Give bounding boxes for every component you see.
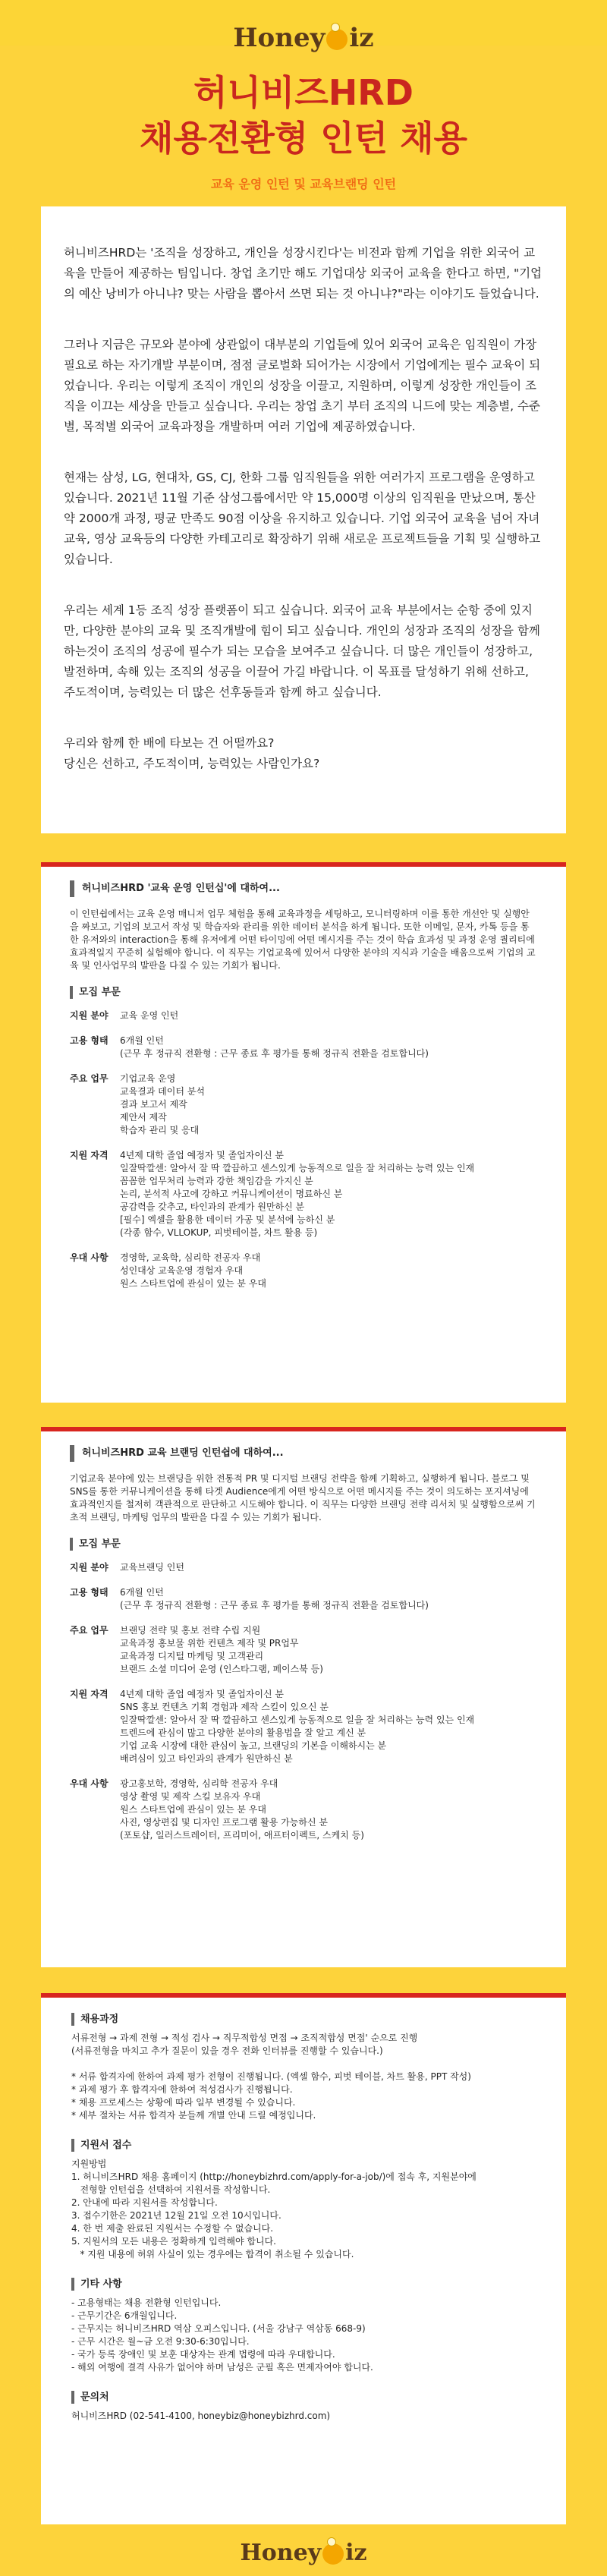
etc-line: - 근무 시간은 월~금 오전 9:30-6:30입니다. xyxy=(71,2336,250,2347)
recruit-row-line: 결과 보고서 제작 xyxy=(120,1099,187,1110)
bee-icon xyxy=(322,2543,344,2565)
recruit-row-line: (근무 후 정규직 전환형 : 근무 종료 후 평가를 통해 정규직 전환을 검토합니다) xyxy=(120,1048,429,1059)
recruit-table xyxy=(70,1009,537,1290)
recruit-row-label: 주요 업무 xyxy=(70,1625,109,1636)
process-line: * 세부 절차는 서류 합격자 분들께 개별 안내 드릴 예정입니다. xyxy=(71,2110,316,2121)
process-line: 서류전형 → 과제 전형 → 적성 검사 → 직무적합성 면접 → 조직적합성 면접' 순으로 진행 xyxy=(71,2033,418,2043)
recruit-row xyxy=(70,1009,537,1022)
apply-line: 전형할 인턴쉽을 선택하여 지원서를 작성합니다. xyxy=(71,2184,271,2195)
etc-line: - 해외 여행에 결격 사유가 없어야 하며 남성은 군필 혹은 면제자여야 합니다. xyxy=(71,2362,373,2373)
recruit-row-line: 꼼꼼한 업무처리 능력과 강한 책임감을 가지신 분 xyxy=(120,1176,313,1186)
job-section-operations xyxy=(41,862,566,1403)
recruit-row-line: 배려심이 있고 타인과의 관계가 원만하신 분 xyxy=(120,1753,293,1764)
page-subtitle: 교육 운영 인턴 및 교육브랜딩 인턴 xyxy=(210,177,397,191)
section-heading: 허니비즈HRD '교육 운영 인턴십'에 대하여... xyxy=(70,880,537,897)
recruit-row-line: (포토샵, 일러스트레이터, 프리미어, 애프터이펙트, 스케치 등) xyxy=(120,1830,364,1841)
recruit-row-label: 지원 분야 xyxy=(70,1010,109,1021)
recruit-row xyxy=(70,1586,537,1612)
recruit-row-label: 고용 형태 xyxy=(70,1035,109,1046)
recruit-row xyxy=(70,1252,537,1290)
job-section-branding xyxy=(41,1427,566,1967)
apply-line: * 지원 내용에 허위 사실이 있는 경우에는 합격이 취소될 수 있습니다. xyxy=(71,2249,354,2260)
recruit-row xyxy=(70,1624,537,1676)
contact-block xyxy=(71,2391,536,2423)
etc-line: - 국가 등록 장애인 및 보훈 대상자는 관계 법령에 따라 우대합니다. xyxy=(71,2349,335,2360)
recruit-row xyxy=(70,1034,537,1060)
bee-icon xyxy=(326,29,348,50)
recruit-heading: 모집 부문 xyxy=(70,986,537,999)
recruit-row-line: [필수] 엑셀을 활용한 데이터 가공 및 분석에 능하신 분 xyxy=(120,1214,335,1225)
recruit-row-line: 성인대상 교육운영 경험자 우대 xyxy=(120,1265,244,1276)
recruit-row-label: 주요 업무 xyxy=(70,1073,109,1084)
recruit-row-line: 공감력을 갖추고, 타인과의 관계가 원만하신 분 xyxy=(120,1201,305,1212)
recruit-row-label: 고용 형태 xyxy=(70,1587,109,1598)
recruit-row-line: 원스 스타트업에 관심이 있는 분 우대 xyxy=(120,1278,266,1289)
recruit-row-line: 브랜드 소셜 미디어 운영 (인스타그램, 페이스북 등) xyxy=(120,1664,323,1674)
recruit-row-line: (근무 후 정규직 전환형 : 근무 종료 후 평가를 통해 정규직 전환을 검토합니다) xyxy=(120,1600,429,1611)
etc-heading: 기타 사항 xyxy=(71,2278,536,2291)
process-line: * 채용 프로세스는 상황에 따라 일부 변경될 수 있습니다. xyxy=(71,2097,296,2108)
process-line xyxy=(71,2058,536,2071)
recruit-row-label: 지원 분야 xyxy=(70,1562,109,1573)
application-info-panel xyxy=(41,1993,566,2524)
page-title-line2: 채용전환형 인턴 채용 xyxy=(140,118,467,159)
apply-line: 1. 허니비즈HRD 채용 홈페이지 (http://honeybizhrd.com/apply-for-a-job/)에 접속 후, 지원분야에 xyxy=(71,2171,476,2182)
recruit-row-label: 우대 사항 xyxy=(70,1778,109,1789)
recruit-row-line: 교육결과 데이터 분석 xyxy=(120,1086,205,1097)
recruit-row-line: 영상 촬영 및 제작 스킬 보유자 우대 xyxy=(120,1791,261,1802)
recruit-row-line: 기업 교육 시장에 대한 관심이 높고, 브랜딩의 기본을 이해하시는 분 xyxy=(120,1740,387,1751)
apply-line: 2. 안내에 따라 지원서를 작성합니다. xyxy=(71,2197,218,2208)
recruit-row-label: 지원 자격 xyxy=(70,1150,109,1160)
process-line: * 서류 합격자에 한하여 과제 평가 전형이 진행됩니다. (엑셀 함수, 피벗 테이블, 차트 활용, PPT 작성) xyxy=(71,2071,471,2082)
recruit-row xyxy=(70,1561,537,1574)
recruit-row-line: 6개월 인턴 xyxy=(120,1587,164,1598)
apply-line: 5. 지원서의 모든 내용은 정확하게 입력해야 합니다. xyxy=(71,2236,276,2247)
recruit-row-label: 우대 사항 xyxy=(70,1252,109,1263)
recruit-row-value xyxy=(120,1252,266,1290)
recruit-row-line: 제안서 제작 xyxy=(120,1112,167,1123)
intro-paragraph: 우리와 함께 한 배에 타보는 건 어떨까요? 당신은 선하고, 주도적이며, 능력있는 사람인가요? xyxy=(64,736,320,770)
recruit-row-line: 일잘딱깔센: 알아서 잘 딱 깔끔하고 센스있게 능동적으로 일을 잘 처리하는 능력 있는 인재 xyxy=(120,1715,475,1725)
process-line: * 과제 평가 후 합격자에 한하여 적성검사가 진행됩니다. xyxy=(71,2084,293,2095)
recruit-row-label: 지원 자격 xyxy=(70,1689,109,1699)
recruit-row-line: 교육과정 디지털 마케팅 및 고객관리 xyxy=(120,1651,264,1661)
recruit-row xyxy=(70,1149,537,1239)
brand-logo-footer: Honey iz xyxy=(240,2540,367,2566)
recruit-row-line: 교육 운영 인턴 xyxy=(120,1010,179,1021)
recruit-row-line: 일잘딱깔센: 알아서 잘 딱 깔끔하고 센스있게 능동적으로 일을 잘 처리하는 능력 있는 인재 xyxy=(120,1163,475,1173)
recruit-row-line: 4년제 대학 졸업 예정자 및 졸업자이신 분 xyxy=(120,1150,284,1160)
recruit-row-line: 사진, 영상편집 및 디자인 프로그램 활용 가능하신 분 xyxy=(120,1817,328,1828)
recruit-row-line: 브랜딩 전략 및 홍보 전략 수립 지원 xyxy=(120,1625,261,1636)
recruit-row-value xyxy=(120,1561,184,1574)
recruit-row-value xyxy=(120,1778,364,1842)
apply-block xyxy=(71,2139,536,2261)
etc-line: - 고용형태는 채용 전환형 인턴입니다. xyxy=(71,2297,222,2308)
recruit-row-line: 교육과정 홍보물 위한 컨텐츠 제작 및 PR업무 xyxy=(120,1638,299,1649)
intro-panel xyxy=(41,206,566,833)
etc-line: - 근무기간은 6개월입니다. xyxy=(71,2310,178,2321)
recruit-row-value xyxy=(120,1149,474,1239)
recruit-row xyxy=(70,1072,537,1137)
apply-line: 4. 한 번 제출 완료된 지원서는 수정할 수 없습니다. xyxy=(71,2223,274,2234)
recruit-row-value xyxy=(120,1072,205,1137)
recruit-row-line: 기업교육 운영 xyxy=(120,1073,176,1084)
recruit-row-value xyxy=(120,1586,429,1612)
recruit-row-line: 6개월 인턴 xyxy=(120,1035,164,1046)
recruit-row-line: (각종 함수, VLLOKUP, 피벗테이블, 차트 활용 등) xyxy=(120,1227,318,1238)
recruit-row-value xyxy=(120,1624,323,1676)
process-heading: 채용과정 xyxy=(71,2013,536,2026)
recruit-row xyxy=(70,1778,537,1842)
section-heading: 허니비즈HRD 교육 브랜딩 인턴쉽에 대하여... xyxy=(70,1445,537,1462)
etc-block xyxy=(71,2278,536,2374)
process-block xyxy=(71,2013,536,2122)
contact-heading: 문의처 xyxy=(71,2391,536,2404)
apply-line: 지원방법 xyxy=(71,2159,107,2169)
contact-line: 허니비즈HRD (02-541-4100, honeybiz@honeybizhrd.com) xyxy=(71,2411,331,2421)
etc-line: - 근무지는 허니비즈HRD 역삼 오피스입니다. (서울 강남구 역삼동 668-9) xyxy=(71,2323,366,2334)
recruit-row-line: 학습자 관리 및 응대 xyxy=(120,1125,200,1135)
process-line: (서류전형을 마치고 추가 질문이 있을 경우 전화 인터뷰를 진행할 수 있습니다.) xyxy=(71,2045,383,2056)
recruit-table xyxy=(70,1561,537,1842)
section-intro: 이 인턴쉽에서는 교육 운영 매니저 업무 체험을 통해 교육과정을 세팅하고, 모니터링하며 이를 통한 개선안 및 실행안을 짜보고, 기업의 보고서 작성 및 학습자와 관리를 위한 데이터 분석을 하게 됩니다. 또한 이메일, 문자, 카톡 등을 통한 유저와의 interaction을 통해 유저에게 어떤 타이밍에 어떤 메시지를 주는 것이 학습 효과성 및 과정 운영 퀄리티에 효과적일지 꾸준히 실험해야 합니다. 이 직무는 기업교육에 있어서 다양한 분야의 지식과 기술을 배움으로써 기업의 교육 및 인사업무의 발판을 다질 수 있는 기회가 됩니다. xyxy=(70,909,536,971)
intro-paragraph: 그러나 지금은 규모와 분야에 상관없이 대부분의 기업들에 있어 외국어 교육은 임직원이 가장 필요로 하는 자기개발 부분이며, 점점 글로벌화 되어가는 시장에서 기업에게는 필수 교육이 되었습니다. 우리는 이렇게 조직이 개인의 성장을 이끌고, 지원하며, 이렇게 성장한 개인들이 조직을 이끄는 세상을 만들고 싶습니다. 우리는 창업 초기 부터 조직의 니드에 맞는 계층별, 수준별, 목적별 외국어 교육과정을 개발하며 여러 기업에 제공하였습니다. xyxy=(64,338,541,433)
recruit-row-line: 4년제 대학 졸업 예정자 및 졸업자이신 분 xyxy=(120,1689,284,1699)
recruit-row xyxy=(70,1688,537,1765)
recruit-row-line: 교육브랜딩 인턴 xyxy=(120,1562,184,1573)
apply-line: 3. 접수기한은 2021년 12월 21일 오전 10시입니다. xyxy=(71,2210,281,2221)
recruit-row-line: 원스 스타트업에 관심이 있는 분 우대 xyxy=(120,1804,266,1815)
brand-logo: Honey iz xyxy=(233,23,374,53)
section-intro: 기업교육 분야에 있는 브랜딩을 위한 전통적 PR 및 디지털 브랜딩 전략을 함께 기획하고, 실행하게 됩니다. 블로그 및 SNS를 통한 커뮤니케이션을 통해 타겟 Audience에게 어떤 방식으로 어떤 메시지를 주는 것이 의도하는 포지셔닝에 효과적인지를 철저히 객관적으로 판단하고 시도해야 합니다. 이 직무는 다양한 브랜딩 전략 리서치 및 실행함으로써 기초적 브랜딩, 마케팅 업무의 발판을 다질 수 있는 기회가 됩니다. xyxy=(70,1473,536,1523)
recruit-row-line: SNS 홍보 컨텐츠 기획 경험과 제작 스킬이 있으신 분 xyxy=(120,1702,329,1712)
recruit-row-value xyxy=(120,1688,474,1765)
recruit-row-line: 광고홍보학, 경영학, 심리학 전공자 우대 xyxy=(120,1778,278,1789)
recruit-heading: 모집 부문 xyxy=(70,1538,537,1551)
intro-paragraph: 현재는 삼성, LG, 현대차, GS, CJ, 한화 그룹 임직원들을 위한 여러가지 프로그램을 운영하고 있습니다. 2021년 11월 기준 삼성그룹에서만 약 15,000명 이상의 임직원을 만났으며, 통산 약 2000개 과정, 평균 만족도 90점 이상을 유지하고 있습니다. 기업 외국어 교육을 넘어 자녀 교육, 영상 교육등의 다양한 카테고리로 확장하기 위해 새로운 프로젝트들을 기획 및 실행하고 있습니다. xyxy=(64,471,541,566)
recruit-row-line: 트렌드에 관심이 많고 다양한 분야의 활용법을 잘 알고 계신 분 xyxy=(120,1727,366,1738)
apply-heading: 지원서 접수 xyxy=(71,2139,536,2152)
recruit-row-line: 경영학, 교육학, 심리학 전공자 우대 xyxy=(120,1252,261,1263)
recruit-row-line: 논리, 분석적 사고에 강하고 커뮤니케이션이 명료하신 분 xyxy=(120,1189,343,1199)
intro-paragraph: 허니비즈HRD는 '조직을 성장하고, 개인을 성장시킨다'는 비전과 함께 기업을 위한 외국어 교육을 만들어 제공하는 팀입니다. 창업 초기만 해도 기업대상 외국어 교육을 한다고 하면, "기업의 예산 낭비가 아니냐? 맞는 사람을 뽑아서 쓰면 되는 것 아니냐?"라는 이야기도 들었습니다. xyxy=(64,246,543,301)
intro-paragraph: 우리는 세계 1등 조직 성장 플랫폼이 되고 싶습니다. 외국어 교육 부분에서는 순항 중에 있지만, 다양한 분야의 교육 및 조직개발에 힘이 되고 싶습니다. 개인의 성장과 조직의 성장을 함께 하는것이 조직의 성공에 필수가 되는 모습을 보여주고 싶습니다. 더 많은 개인들이 성장하고, 발전하며, 속해 있는 조직의 성공을 이끌어 가길 바랍니다. 이 목표를 달성하기 위해 선하고, 주도적이며, 능력있는 더 많은 선후동들과 함께 하고 싶습니다. xyxy=(64,603,540,699)
page-title-line1: 허니비즈HRD xyxy=(193,72,414,113)
recruit-row-value xyxy=(120,1034,429,1060)
recruit-row-value xyxy=(120,1009,178,1022)
